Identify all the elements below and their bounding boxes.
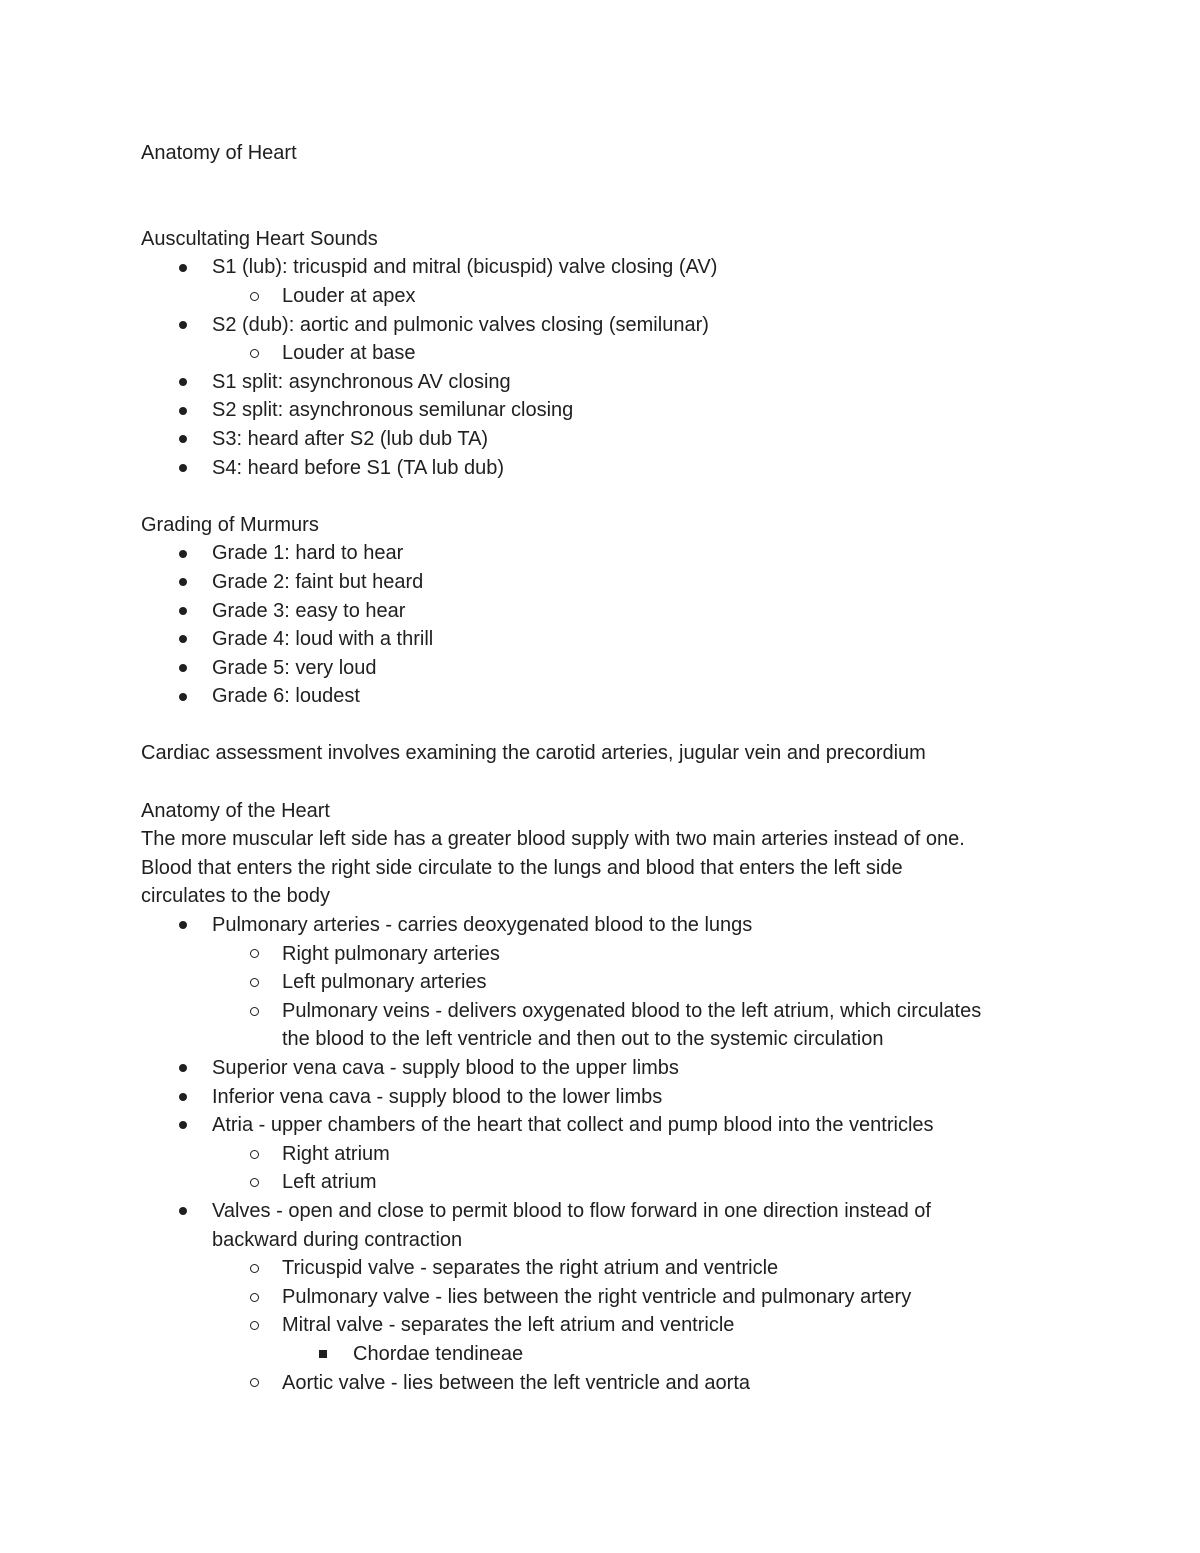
sub-list-item: Aortic valve - lies between the left ventricle and aorta — [141, 1369, 1061, 1398]
intro-paragraph-line: circulates to the body — [141, 885, 330, 908]
bullet-disc-icon — [179, 454, 187, 483]
bullet-disc-icon — [179, 1083, 187, 1112]
list-item: Superior vena cava - supply blood to the upper limbs — [141, 1054, 1061, 1083]
list-item: Grade 1: hard to hear — [141, 539, 1061, 568]
bullet-disc-icon — [179, 1054, 187, 1083]
list-item: Grade 4: loud with a thrill — [141, 625, 1061, 654]
bullet-circle-icon — [250, 339, 259, 368]
list-item: Grade 5: very loud — [141, 654, 1061, 683]
bullet-circle-icon — [250, 997, 259, 1026]
bullet-disc-icon — [179, 311, 187, 340]
spacer — [141, 768, 1061, 797]
section-heading-anatomy: Anatomy of the Heart — [141, 799, 330, 822]
bullet-circle-icon — [250, 1254, 259, 1283]
sub-list-item: Louder at base — [141, 339, 1061, 368]
list-item: S3: heard after S2 (lub dub TA) — [141, 425, 1061, 454]
bullet-disc-icon — [179, 597, 187, 626]
bullet-disc-icon — [179, 425, 187, 454]
list-item: S4: heard before S1 (TA lub dub) — [141, 454, 1061, 483]
bullet-disc-icon — [179, 625, 187, 654]
list-item: S1 (lub): tricuspid and mitral (bicuspid) valve closing (AV) — [141, 253, 1061, 282]
document-title: Anatomy of Heart — [141, 142, 297, 164]
spacer — [141, 711, 1061, 740]
intro-paragraph-line: The more muscular left side has a greater blood supply with two main arteries instead of one. — [141, 828, 965, 851]
list-item: S1 split: asynchronous AV closing — [141, 368, 1061, 397]
sub-list-item: Pulmonary valve - lies between the right ventricle and pulmonary artery — [141, 1283, 1061, 1312]
list-item: S2 (dub): aortic and pulmonic valves closing (semilunar) — [141, 311, 1061, 340]
bullet-disc-icon — [179, 1111, 187, 1140]
list-item: Pulmonary arteries - carries deoxygenated blood to the lungs — [141, 911, 1061, 940]
list-item: S2 split: asynchronous semilunar closing — [141, 396, 1061, 425]
bullet-square-icon — [319, 1340, 327, 1369]
sub-list-item-continuation: the blood to the left ventricle and then out to the systemic circulation — [282, 1028, 884, 1051]
bullet-disc-icon — [179, 911, 187, 940]
sub-list-item: Louder at apex — [141, 282, 1061, 311]
list-item: Inferior vena cava - supply blood to the lower limbs — [141, 1083, 1061, 1112]
bullet-circle-icon — [250, 1311, 259, 1340]
spacer — [141, 482, 1061, 511]
bullet-disc-icon — [179, 654, 187, 683]
intro-paragraph-line: Blood that enters the right side circulate to the lungs and blood that enters the left side — [141, 856, 903, 879]
section-heading-heart-sounds: Auscultating Heart Sounds — [141, 227, 378, 250]
cardiac-assessment-paragraph: Cardiac assessment involves examining the carotid arteries, jugular vein and precordium — [141, 742, 926, 765]
list-item: Grade 2: faint but heard — [141, 568, 1061, 597]
sub-list-item: Tricuspid valve - separates the right atrium and ventricle — [141, 1254, 1061, 1283]
sub-list-item: Mitral valve - separates the left atrium and ventricle — [141, 1311, 1061, 1340]
sub-list-item: Pulmonary veins - delivers oxygenated blood to the left atrium, which circulates — [141, 997, 1061, 1026]
bullet-disc-icon — [179, 1197, 187, 1226]
bullet-disc-icon — [179, 568, 187, 597]
sub-list-item: Right atrium — [141, 1140, 1061, 1169]
sub-list-item: Right pulmonary arteries — [141, 940, 1061, 969]
list-item: Grade 3: easy to hear — [141, 597, 1061, 626]
bullet-circle-icon — [250, 940, 259, 969]
list-item-continuation: backward during contraction — [212, 1228, 463, 1251]
sub-list-item: Left pulmonary arteries — [141, 968, 1061, 997]
bullet-circle-icon — [250, 1283, 259, 1312]
spacer — [141, 168, 1061, 225]
bullet-circle-icon — [250, 968, 259, 997]
bullet-circle-icon — [250, 282, 259, 311]
bullet-disc-icon — [179, 368, 187, 397]
bullet-disc-icon — [179, 539, 187, 568]
bullet-disc-icon — [179, 396, 187, 425]
list-item: Atria - upper chambers of the heart that collect and pump blood into the ventricles — [141, 1111, 1061, 1140]
bullet-disc-icon — [179, 682, 187, 711]
bullet-disc-icon — [179, 253, 187, 282]
document-page — [141, 139, 1061, 1397]
section-heading-murmurs: Grading of Murmurs — [141, 513, 319, 536]
bullet-circle-icon — [250, 1168, 259, 1197]
list-item: Valves - open and close to permit blood to flow forward in one direction instead of — [141, 1197, 1061, 1226]
sub-list-item: Left atrium — [141, 1168, 1061, 1197]
list-item: Grade 6: loudest — [141, 682, 1061, 711]
bullet-circle-icon — [250, 1369, 259, 1398]
sub-sub-list-item: Chordae tendineae — [141, 1340, 1061, 1369]
bullet-circle-icon — [250, 1140, 259, 1169]
